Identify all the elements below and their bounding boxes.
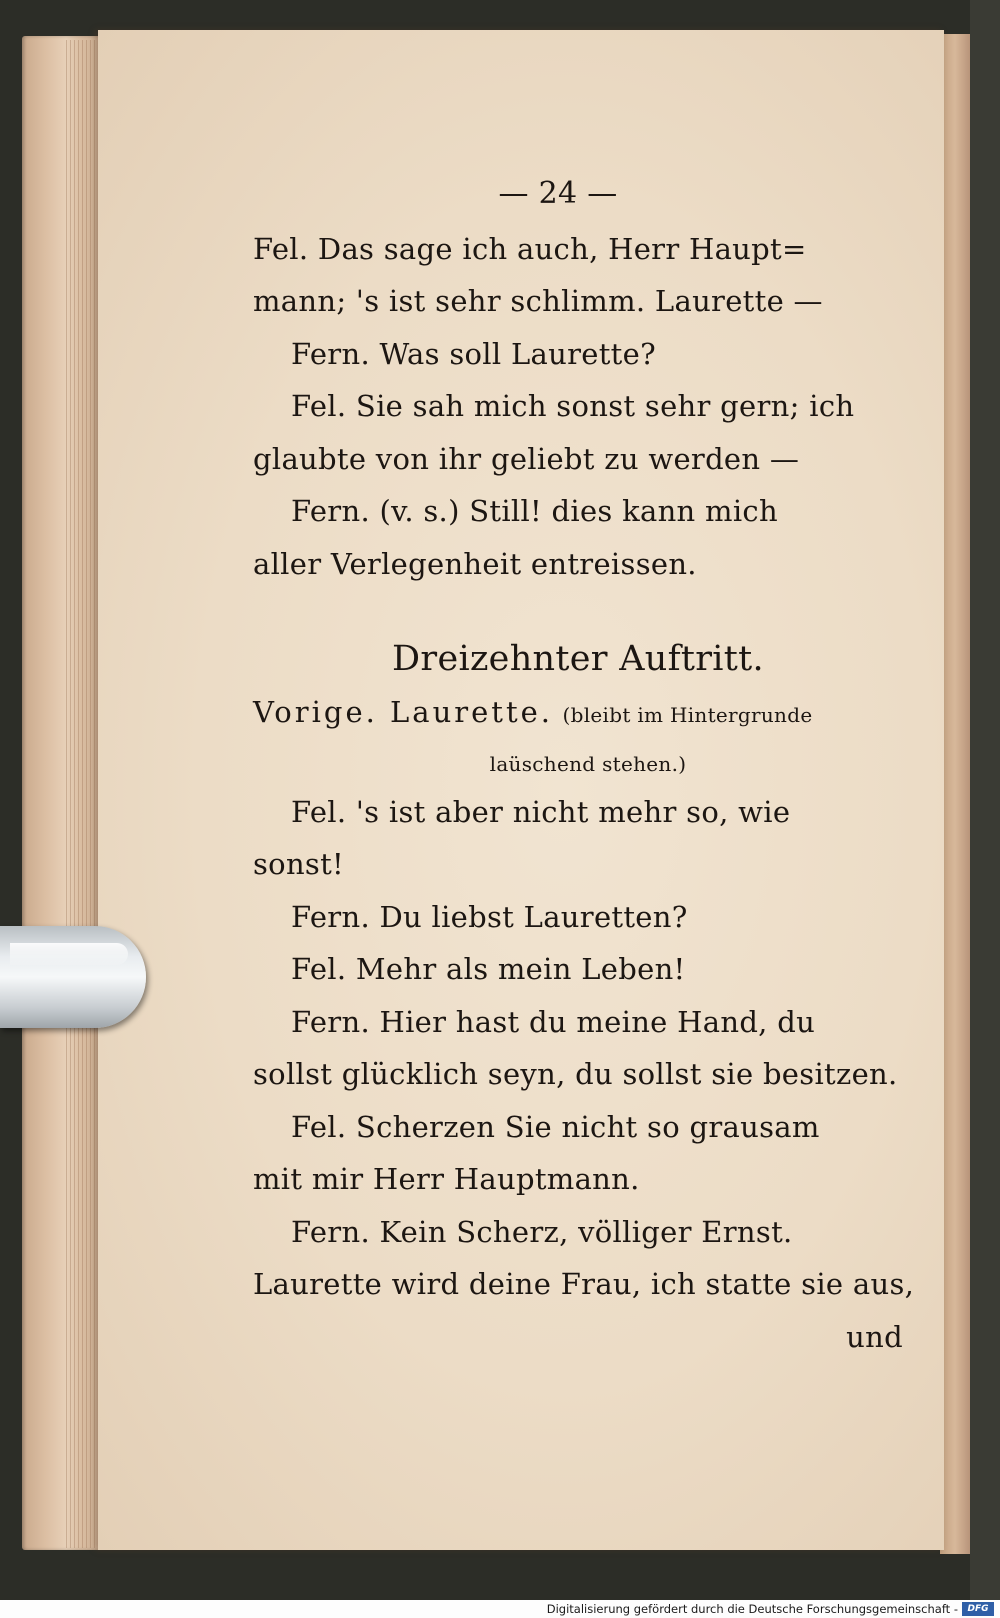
- book-page: [98, 30, 944, 1550]
- text-line: Fel. Sie sah mich sonst sehr gern; ich: [291, 389, 855, 423]
- book-back-edge: [940, 34, 970, 1554]
- catchword: und: [846, 1319, 903, 1354]
- text-line: Fel. 's ist aber nicht mehr so, wie: [291, 794, 791, 829]
- text-line: Fel. Mehr als mein Leben!: [291, 952, 686, 986]
- page-number: — 24 —: [498, 176, 618, 211]
- text-line: glaubte von ihr geliebt zu werden —: [253, 441, 800, 476]
- text-line: Fern. Kein Scherz, völliger Ernst.: [291, 1214, 793, 1249]
- text-line: Fern. Was soll Laurette?: [291, 336, 656, 371]
- text-line: Fern. Du liebst Lauretten?: [291, 899, 688, 934]
- stage-direction-continued: laüschend stehen.): [489, 751, 687, 776]
- cast-list: Vorige. Laurette.: [253, 695, 553, 729]
- text-line: Fel. Das sage ich auch, Herr Haupt=: [253, 231, 807, 266]
- scene-heading: Dreizehnter Auftritt.: [392, 639, 764, 679]
- text-line: Fern. (v. s.) Still! dies kann mich: [291, 494, 778, 528]
- text-line: mann; 's ist sehr schlimm. Laurette —: [253, 284, 823, 318]
- text-line: Fel. Scherzen Sie nicht so grausam: [291, 1109, 820, 1144]
- text-line: aller Verlegenheit entreissen.: [253, 546, 697, 581]
- text-line: mit mir Herr Hauptmann.: [253, 1162, 640, 1196]
- stage-line: [253, 686, 923, 742]
- text-line: sollst glücklich seyn, du sollst sie besitzen.: [253, 1057, 898, 1091]
- stage-direction: (bleibt im Hintergrunde: [562, 703, 813, 727]
- text-line: Fern. Hier hast du meine Hand, du: [291, 1004, 816, 1039]
- text-line: sonst!: [253, 847, 345, 881]
- page-edge-lines: [66, 40, 100, 1548]
- dfg-logo-icon: DFG: [962, 1602, 994, 1616]
- text-line: Laurette wird deine Frau, ich statte sie aus,: [253, 1267, 915, 1301]
- page-text: [253, 168, 923, 1363]
- funding-credit: Digitalisierung gefördert durch die Deutsche Forschungsgemeinschaft -: [546, 1602, 958, 1616]
- page-clip: [0, 926, 146, 1028]
- scan-border-right: [970, 0, 1000, 1600]
- page-clip-highlight: [10, 943, 128, 965]
